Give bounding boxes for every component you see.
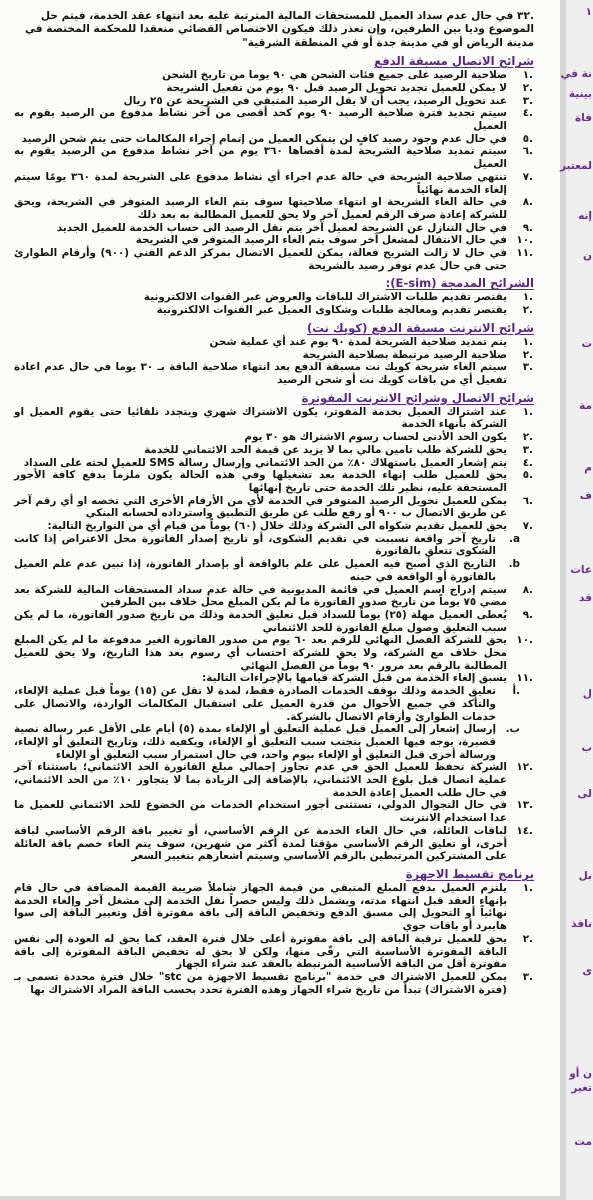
clause-item bbox=[14, 469, 534, 494]
clause-item bbox=[14, 69, 534, 82]
adjacent-fragment: ت bbox=[581, 338, 592, 350]
adjacent-fragment: نة في bbox=[560, 68, 592, 80]
clause-item bbox=[14, 82, 534, 95]
adjacent-page-edge bbox=[559, 0, 593, 1200]
clause-text: في حال لا زالت الشريح فعالة، يمكن للعميل الاتصال بمركز الدعم الفني (٩٠٠) وأرقام الطوارئ حتى في حال عدم توفر رصيد بالشريحة bbox=[14, 247, 507, 272]
adjacent-fragment: ن bbox=[583, 250, 592, 262]
clause-item bbox=[14, 799, 534, 824]
clause-text: التاريخ الذي أصبح فيه العميل على علم بالواقعة أو بإصدار الفاتورة، إذا تبين عدم علم العميل بالفاتورة أو الواقعة في حينه bbox=[14, 558, 496, 583]
page-bottom-edge bbox=[0, 1196, 560, 1200]
clause-number: .٧ bbox=[522, 170, 533, 183]
clause-item bbox=[14, 825, 534, 863]
clause-text: في حالة الغاء الشريحة او انتهاء صلاحيتها سوف يتم الغاء الرصيد المتوفر في الشريحة، ويحق للشركة إعادة صرف الرقم لعميل آخر ولا يحق للعميل المطالبة به بعد ذلك bbox=[14, 196, 507, 221]
clause-number: .١٤ bbox=[516, 824, 533, 837]
intro-clause bbox=[14, 10, 534, 50]
clause-text: تاريخ آخر واقعة تسببت في تقديم الشكوى، أو تاريخ إصدار الفاتورة محل الاعتراض إذا كانت الشكوى تتعلق بالفاتورة bbox=[14, 532, 496, 558]
clause-list bbox=[14, 336, 534, 387]
adjacent-fragment: فاة bbox=[574, 112, 592, 124]
clause-text: إرسال إشعار إلى العميل قبل عملية التعليق أو الإلغاء بمدة (٥) أيام على الأقل عبر رسالة نصية قصيرة، يوجه فيها العميل بتجنب سبب التعليق أو الإلغاء، ويكفيه ذلك، وتاريخ التعليق أو الإلغاء، ورسالة أخرى قبل التعليق أو الإلغاء بيوم واحد، في حال استمرار سبب التعليق أو الإلغاء bbox=[14, 723, 497, 761]
clause-text: يمكن للعميل الاشتراك في خدمة "برنامج تقسيط الاجهزة من stc" خلال فترة محددة تسمى بـ (فترة الاشتراك) تبدأ من تاريخ شراء الجهاز وهذه الفترة تحدد بحسب الباقة المراد الاشتراك بها bbox=[14, 970, 507, 996]
section-title: الشرائح المدمجة (E-sim): bbox=[385, 276, 534, 291]
clause-item bbox=[14, 247, 534, 272]
clause-number: .٣ bbox=[522, 361, 533, 374]
clause-text: يقتصر تقديم طلبات الاشتراك للباقات والعروض عبر القنوات الالكترونية bbox=[143, 291, 507, 304]
clause-text: يحق للعميل طلب إنهاء الخدمة بعد تشغيلها وفي هذه الحالة يكون ملزماً بدفع كافة الأجور المستحقة عليه، نظير تلك الخدمة حتى تاريخ إنهائها bbox=[14, 469, 507, 494]
section-title: شرائح الانترنت مسبقة الدفع (كويك نت) bbox=[306, 320, 534, 335]
clause-item bbox=[14, 145, 534, 170]
clause-text: يحق للعميل تقديم شكواه الى الشركة وذلك خلال (٦٠) يوماً من قيام أي من التواريخ التالية: bbox=[47, 520, 507, 533]
clause-number: .١١ bbox=[516, 247, 533, 260]
clause-text: في حال عدم وجود رصيد كافٍ لن يتمكن العميل من إتمام إجراء المكالمات حتى يتم شحن الرصيد bbox=[21, 132, 507, 145]
clause-number: a. bbox=[509, 532, 520, 545]
intro-clause-number: .٣٢ bbox=[517, 10, 534, 22]
clause-number: .٥ bbox=[522, 132, 533, 145]
section-title: شرائح الاتصال مسبقة الدفع bbox=[374, 54, 534, 69]
sub-clause bbox=[14, 723, 534, 761]
clause-number: .١ bbox=[522, 882, 533, 894]
adjacent-fragment: ن أو bbox=[569, 1068, 592, 1080]
clause-item bbox=[14, 234, 534, 247]
clause-number: .١٠ bbox=[516, 634, 533, 647]
clause-text: عند تحويل الرصيد، يجب أن لا يقل الرصيد المتبقي في الشريحة عن ٢٥ ريال bbox=[123, 94, 507, 107]
clause-number: .٣ bbox=[522, 94, 533, 107]
clause-number: .٨ bbox=[522, 583, 533, 596]
clause-number: .٢ bbox=[522, 431, 533, 444]
clause-text: في حال الانتقال لمشغل آخر سوف يتم الغاء الرصيد المتوفر في الشريحة bbox=[135, 234, 507, 247]
clause-text: عند اشتراك العميل بخدمة المفوتر، يكون الاشتراك شهري ويتجدد تلقائيا حتى يقوم العميل او الشركة بأنهاء الخدمة bbox=[14, 405, 507, 431]
clause-text: سيتم تمديد صلاحية الشريحة لمدة أقصاها ٣٦٠ يوم من آخر نشاط مدفوع من الرصيد يقوم به العميل bbox=[14, 145, 507, 171]
clause-item bbox=[14, 133, 534, 146]
intro-clause-text: في حال عدم سداد العميل للمستحقات المالية المترتبة عليه بعد انتهاء عقد الخدمة، فيتم حل الموضوع وديا بين الطرفين، وإن تعذر ذلك فيكون الاختصاص القضائي منعقدا للمحكمة المختصة في مدينة الرياض أو في مدينة جدة أو في المنطقة الشرقية" bbox=[24, 10, 534, 49]
clause-number: .٢ bbox=[522, 81, 533, 94]
clause-item bbox=[14, 609, 534, 634]
clause-text: في حال التنازل عن الشريحة لعميل آخر يتم نقل الرصيد الى حساب الخدمة للعميل الجديد bbox=[56, 221, 507, 234]
clause-text: سيتم تجديد فترة صلاحية الرصيد ٩٠ يوم كحد أقصى من آخر نشاط مدفوع من الرصيد يقوم به العميل bbox=[14, 107, 507, 133]
clause-text: يحق للعميل ترقية الباقة إلى باقة مفوترة أعلى خلال فترة العقد، كما يحق له العودة إلى نفس الباقة المفوترة الأساسية التي رقّى منها، ولكن لا يحق له تخفيض الباقة المفوترة إلى باقة مفوترة أقل من الباقة الأساسية المرتبطة بالعقد عند شراء الجهاز bbox=[14, 932, 507, 971]
clause-list bbox=[14, 291, 534, 316]
clause-number: .١٠ bbox=[516, 234, 533, 247]
clause-number: .٩ bbox=[522, 608, 533, 621]
clause-item bbox=[14, 882, 534, 933]
clause-number: .١ bbox=[522, 69, 533, 82]
clause-list bbox=[14, 406, 534, 863]
clause-text: لا يمكن للعميل تجديد تحويل الرصيد قبل ٩٠ يوم من تفعيل الشريحة bbox=[166, 81, 507, 94]
section-title: برنامج تقسيط الاجهزة bbox=[405, 867, 534, 881]
clause-text: يتم إشعار العميل باستهلاك ٨٠٪ من الحد الائتماني وإرسال رسالة SMS للعميل لحثه على السداد bbox=[23, 456, 507, 469]
clause-number: .٤ bbox=[522, 107, 533, 120]
clause-number: .٨ bbox=[522, 196, 533, 209]
adjacent-page-fragments bbox=[559, 0, 593, 1200]
clause-number: .أ bbox=[512, 685, 520, 698]
clause-text: الشركة تحفظ للعميل الحق في عدم تجاوز إجمالي مبلغ الفاتورة الحد الائتماني؛ باستثناء آخر عملية اتصال قبل بلوغ الحد الائتماني، بالإضافة إلى الزيادة بما لا يتجاوز ١٠٪ من الحد الائتماني، في حال طلب العميل إعادة الخدمة bbox=[14, 761, 507, 799]
clause-text: تعليق الخدمة وذلك بوقف الخدمات الصادرة فقط، لمدة لا تقل عن (١٥) يوماً قبل عملية الإلغاء، والتأكد في جميع الأحوال من قدرة العميل على استقبال المكالمات الواردة، والاتصال على خدمات الطوارئ وأرقام الاتصال بالشركة. bbox=[14, 685, 496, 723]
clause-item bbox=[14, 349, 534, 362]
clause-text: سيتم إدراج اسم العميل في قائمة المديونية في حالة عدم سداد المستحقات المالية للشركة بعد مضي ٧٥ يوماً من تاريخ صدور الفاتورة ما لم يكن المبلغ محل خلاف بين الطرفين bbox=[14, 583, 507, 609]
clause-item bbox=[14, 444, 534, 457]
clause-item bbox=[14, 95, 534, 108]
clause-item bbox=[14, 431, 534, 444]
clause-item bbox=[14, 672, 534, 685]
adjacent-fragment: ب bbox=[581, 742, 592, 754]
clause-item bbox=[14, 107, 534, 132]
clause-number: .٢ bbox=[522, 304, 533, 317]
adjacent-fragment: لى bbox=[577, 788, 592, 800]
clause-text: تنتهي صلاحية الشريحة في حالة عدم اجراء أي نشاط مدفوع على الشريحة لمدة ٣٦٠ يومًا سيتم إلغاء الخدمة نهائياً bbox=[14, 170, 507, 196]
clause-item bbox=[14, 406, 534, 431]
clause-text: يُعطى العميل مهلة (٢٥) يوماً للسداد قبل تعليق الخدمة وذلك من تاريخ صدور الفاتورة، ما لم يكن سبب التعليق وصول مبلغ الفاتورة للحد الائتماني bbox=[14, 608, 507, 634]
sub-clause bbox=[14, 533, 534, 558]
clause-text: صلاحية الرصيد مرتبطة بصلاحية الشريحة bbox=[302, 348, 507, 361]
clause-text: يلتزم العميل بدفع المبلغ المتبقي من قيمة الجهاز شاملاً ضريبة القيمة المضافة في حال قام بإنهاء العقد قبل انتهاء مدته، ويشمل ذلك وليس حصراً نقل الخدمة إلى مشغل آخر وإلغاء الخدمة نهائياً أو التحويل إلى مسبق الدفع وتخفيض الباقة إلى باقة مفوترة أقل وتغيير الباقة إلى سوا هايبرد أو باقات جوي bbox=[14, 882, 507, 933]
clause-text: صلاحية الرصيد على جميع فئات الشحن هي ٩٠ يوما من تاريخ الشحن bbox=[162, 69, 507, 82]
clause-number: .٣ bbox=[522, 443, 533, 456]
adjacent-fragment: بل bbox=[578, 870, 592, 882]
clause-text: يحق للشركة الفصل النهائي للرقم بعد ٦٠ يوم من صدور الفاتورة الغير مدفوعة ما لم يكن المبلغ محل خلاف مع الشركة، ولا يحق للشركة احتساب أي رسوم بعد هذا التاريخ، ولا يحق للعميل المطالبة بالرقم بعد مرور ٩٠ يوماً من الفصل النهائي bbox=[14, 634, 507, 672]
adjacent-fragment: ل bbox=[582, 688, 592, 700]
adjacent-fragment: قد bbox=[579, 592, 592, 604]
clause-number: .١٣ bbox=[516, 799, 533, 812]
clause-number: .١١ bbox=[516, 672, 533, 685]
adjacent-fragment: ى bbox=[582, 965, 592, 977]
clause-list bbox=[14, 69, 534, 272]
clause-number: .٢ bbox=[522, 348, 533, 361]
clause-text: في حال التجوال الدولي، تستثنى أجور استخدام الخدمات من الخضوع للحد الائتماني للعميل ما عدا استخدام الانترنت bbox=[14, 799, 507, 825]
clause-number: b. bbox=[508, 558, 520, 571]
clause-item bbox=[14, 336, 534, 349]
clause-number: .١ bbox=[522, 335, 533, 348]
clause-item bbox=[14, 761, 534, 799]
adjacent-fragment: تغير bbox=[571, 1082, 592, 1094]
clause-text: يمكن للعميل تحويل الرصيد المتوفر في الخدمة لأي من الأرقام الأخرى التي تخصه او أي رقم آخر عن طريق الاتصال ب ٩٠٠ أو رفع طلب عن طريق التطبيق واسترداده لحسابه البنكي bbox=[14, 494, 507, 520]
clause-number: .٢ bbox=[522, 932, 533, 945]
clause-item bbox=[14, 291, 534, 304]
clause-list bbox=[14, 882, 534, 996]
clause-text: يقتصر تقديم ومعالجة طلبات وشكاوى العميل عبر القنوات الالكترونية bbox=[156, 304, 507, 317]
clause-number: .٤ bbox=[522, 456, 533, 469]
clause-item bbox=[14, 171, 534, 196]
adjacent-fragment: ف bbox=[579, 490, 592, 502]
clause-number: .١٢ bbox=[516, 761, 533, 774]
sections-container bbox=[14, 54, 534, 996]
section-title: شرائح الاتصال وشرائح الانترنت المفوترة bbox=[301, 390, 534, 405]
clause-item bbox=[14, 222, 534, 235]
clause-text: يتم تمديد صلاحية الشريحة لمدة ٩٠ يوم عند أي عملية شحن bbox=[209, 335, 507, 348]
clause-number: .٦ bbox=[522, 145, 533, 158]
clause-item bbox=[14, 584, 534, 609]
clause-number: .٦ bbox=[522, 494, 533, 507]
clause-number: .٣ bbox=[522, 970, 533, 983]
clause-text: يكون الحد الأدنى لحساب رسوم الاشتراك هو ٣٠ يوم bbox=[244, 431, 507, 444]
clause-text: يسبق إلغاء الخدمة من قبل الشركة قيامها بالإجراءات التالية: bbox=[202, 672, 507, 685]
adjacent-fragment: إنه bbox=[578, 210, 592, 222]
adjacent-fragment: م bbox=[584, 462, 592, 474]
clause-item bbox=[14, 971, 534, 996]
adjacent-fragment: عات bbox=[570, 564, 592, 576]
clause-number: .٩ bbox=[522, 221, 533, 234]
clause-number: ب. bbox=[505, 723, 520, 736]
clause-text: لباقات العائلة، في حال الغاء الخدمة عن الرقم الأساسي، أو تغيير باقة الرقم الأساسي لباقة أخرى، أو تعليق الرقم الأساسي مؤقتا لمدة أكثر من شهرين، سوف يتم الغاء خصم باقة العائلة على المشتركين المرتبطين بالرقم الأساسي وسيتم اشعارهم بتغيير السعر bbox=[14, 824, 507, 863]
clause-item bbox=[14, 520, 534, 533]
adjacent-fragment: لمعتبر bbox=[559, 160, 592, 172]
clause-item bbox=[14, 933, 534, 971]
clause-number: .١ bbox=[522, 405, 533, 418]
clause-number: .٥ bbox=[522, 469, 533, 482]
adjacent-fragment: مة bbox=[579, 400, 592, 412]
clause-item bbox=[14, 196, 534, 221]
clause-item bbox=[14, 361, 534, 386]
clause-item bbox=[14, 495, 534, 520]
clause-item bbox=[14, 457, 534, 470]
clause-text: سيتم الغاء شريحة كويك نت مسبقة الدفع بعد انتهاء صلاحية الباقة بـ ٣٠ يوما في حال عدم اعادة تفعيل أي من باقات كويك نت أو شحن الرصيد bbox=[14, 361, 507, 386]
adjacent-fragment: مت bbox=[574, 1136, 592, 1148]
adjacent-fragment: نافذ bbox=[571, 918, 592, 930]
adjacent-fragment: ١ bbox=[585, 6, 592, 18]
adjacent-fragment: بينية bbox=[568, 88, 592, 100]
clause-number: .٧ bbox=[522, 520, 533, 533]
sub-clause bbox=[14, 558, 534, 583]
sub-clause bbox=[14, 685, 534, 723]
clause-item bbox=[14, 634, 534, 672]
clause-text: يحق للشركة طلب تامين مالي بما لا يزيد عن قيمة الحد الائتماني للخدمة bbox=[144, 443, 507, 456]
clause-item bbox=[14, 304, 534, 317]
clause-number: .١ bbox=[522, 291, 533, 304]
